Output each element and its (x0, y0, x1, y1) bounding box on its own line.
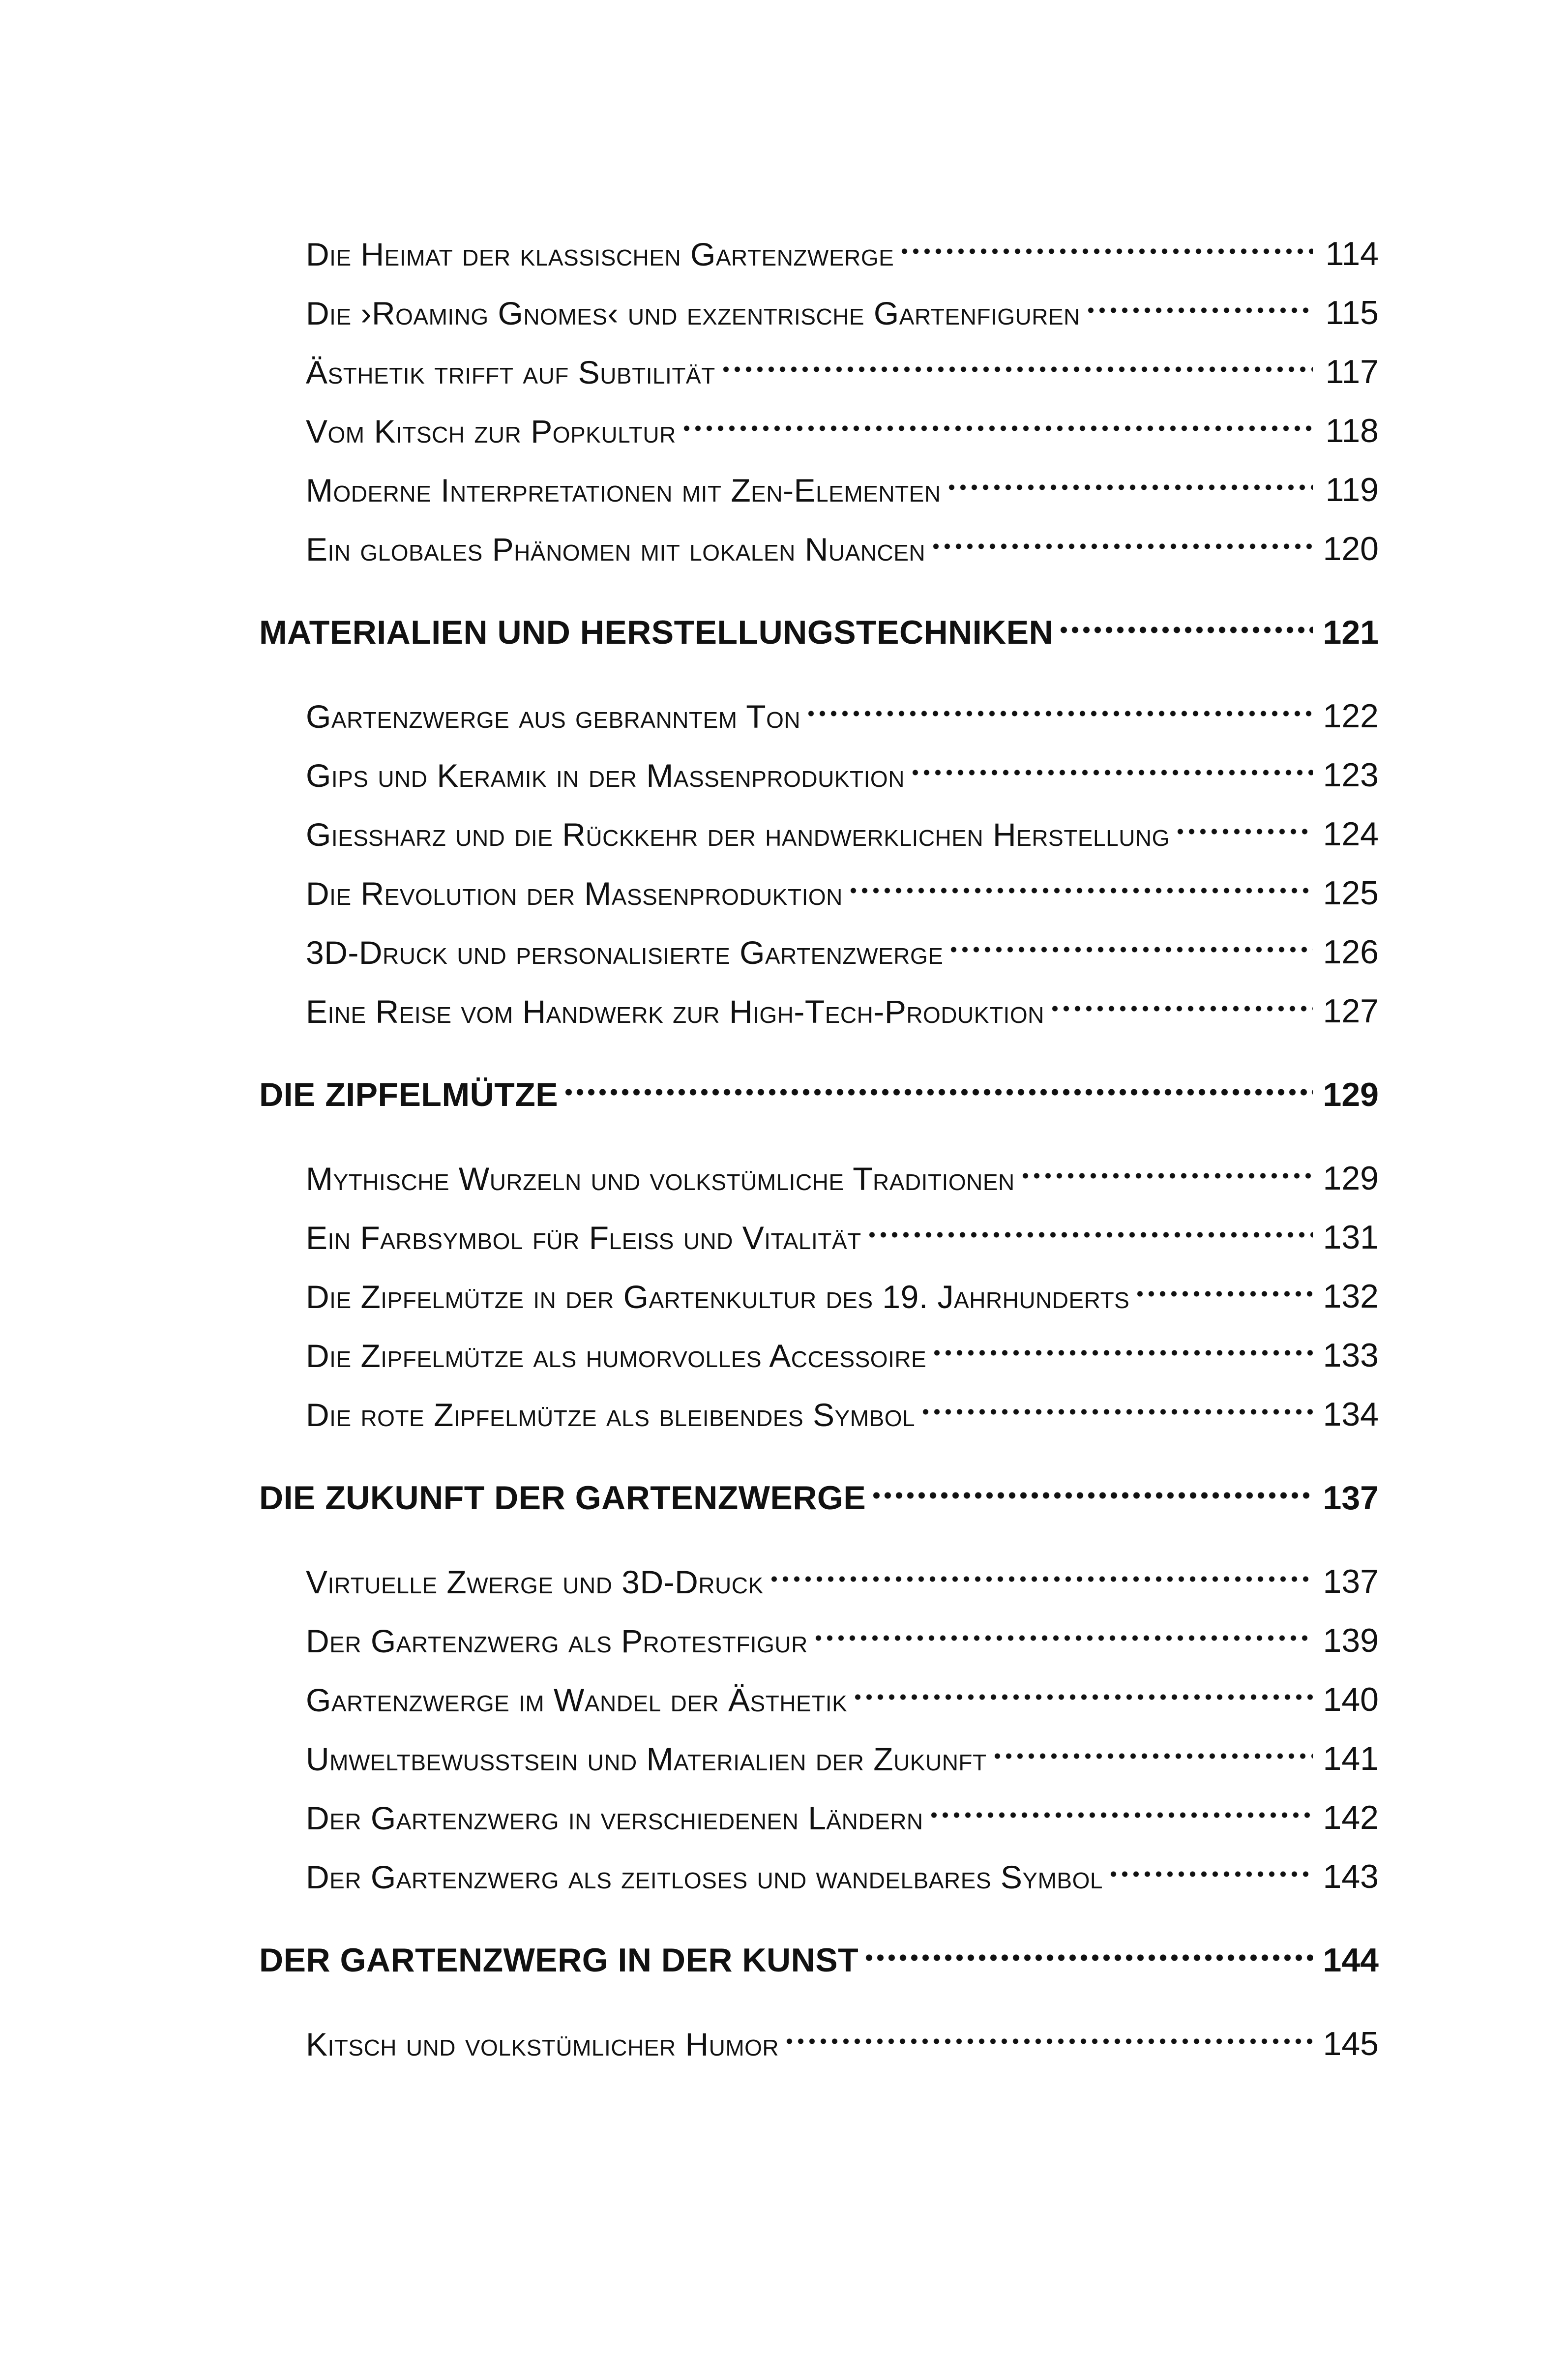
dot-leader (928, 1800, 1313, 1830)
toc-entry-title: Die Revolution der Massenproduktion (306, 875, 843, 912)
dot-leader (992, 1741, 1313, 1771)
toc-page-number: 117 (1325, 353, 1379, 390)
toc-entry[interactable] (0, 1202, 1568, 1256)
dot-leader (769, 1564, 1313, 1594)
toc-entry[interactable] (0, 1379, 1568, 1433)
toc-entry-title: Vom Kitsch zur Popkultur (306, 413, 676, 449)
dot-leader (863, 1943, 1313, 1972)
toc-chapter-title: DIE ZIPFELMÜTZE (259, 1076, 559, 1113)
toc-page-number: 139 (1323, 1622, 1379, 1659)
toc-page-number: 125 (1323, 874, 1379, 912)
dot-leader (805, 699, 1313, 728)
toc-entry[interactable] (0, 976, 1568, 1030)
dot-leader (948, 935, 1313, 964)
toc-entry[interactable] (0, 1606, 1568, 1660)
toc-entry[interactable] (0, 858, 1568, 912)
toc-page-number: 115 (1325, 294, 1379, 331)
dot-leader (1175, 817, 1313, 846)
dot-leader (1108, 1859, 1313, 1889)
toc-page-number: 129 (1323, 1076, 1379, 1113)
toc-page-number: 140 (1323, 1681, 1379, 1718)
toc-page-number: 142 (1323, 1799, 1379, 1836)
toc-chapter-title: DER GARTENZWERG IN DER KUNST (259, 1941, 859, 1979)
toc-entry-title: Die Heimat der klassischen Gartenzwerge (306, 236, 894, 272)
dot-leader (920, 1397, 1313, 1427)
toc-entry[interactable] (0, 681, 1568, 735)
toc-entry-title: Eine Reise vom Handwerk zur High-Tech-Produktion (306, 993, 1044, 1030)
toc-entry-title: 3D-Druck und personalisierte Gartenzwerge (306, 934, 944, 971)
toc-chapter-title: MATERIALIEN UND HERSTELLUNGSTECHNIKEN (259, 614, 1054, 651)
toc-entry-title: Gießharz und die Rückkehr der handwerklichen Herstellung (306, 816, 1170, 853)
dot-leader (784, 2027, 1313, 2056)
toc-page-number: 120 (1323, 530, 1379, 567)
dot-leader (910, 758, 1313, 787)
toc-entry-title: Gartenzwerge aus gebranntem Ton (306, 698, 801, 735)
dot-leader (720, 355, 1313, 384)
toc-page-number: 129 (1323, 1160, 1379, 1197)
toc-page-number: 124 (1323, 815, 1379, 853)
toc-entry[interactable] (0, 219, 1568, 273)
dot-leader (1085, 296, 1313, 325)
toc-entry-title: Virtuelle Zwerge und 3D-Druck (306, 1564, 764, 1600)
toc-entry-title: Ein Farbsymbol für Fleiß und Vitalität (306, 1220, 861, 1256)
toc-entry[interactable] (0, 2009, 1568, 2063)
toc-entry-title: Der Gartenzwerg in verschiedenen Ländern (306, 1800, 923, 1836)
toc-entry[interactable] (0, 740, 1568, 794)
toc-entry[interactable] (0, 1842, 1568, 1896)
toc-page-number: 123 (1323, 756, 1379, 794)
toc-page-number: 144 (1323, 1941, 1379, 1979)
toc-entry[interactable] (0, 278, 1568, 332)
toc-entry-title: Die ›Roaming Gnomes‹ und exzentrische Gartenfiguren (306, 295, 1080, 331)
toc-entry[interactable] (0, 1783, 1568, 1837)
toc-entry-title: Die rote Zipfelmütze als bleibendes Symbol (306, 1397, 916, 1433)
toc-page-number: 132 (1323, 1278, 1379, 1315)
toc-page-number: 127 (1323, 992, 1379, 1030)
toc-page-number: 134 (1323, 1396, 1379, 1433)
toc-page-number: 118 (1325, 412, 1379, 449)
toc-entry[interactable] (0, 514, 1568, 568)
toc-entry[interactable] (0, 1143, 1568, 1197)
toc-entry[interactable] (0, 337, 1568, 391)
toc-entry-title: Mythische Wurzeln und volkstümliche Traditionen (306, 1161, 1015, 1197)
toc-chapter[interactable] (0, 1060, 1568, 1114)
toc-chapter[interactable] (0, 597, 1568, 652)
toc-entry-title: Ästhetik trifft auf Subtilität (306, 354, 715, 390)
toc-page-number: 126 (1323, 933, 1379, 971)
toc-page-number: 137 (1323, 1563, 1379, 1600)
toc-entry-title: Gartenzwerge im Wandel der Ästhetik (306, 1682, 848, 1718)
toc-chapter[interactable] (0, 1925, 1568, 1979)
toc-entry-title: Moderne Interpretationen mit Zen-Elementen (306, 472, 941, 508)
dot-leader (813, 1623, 1313, 1653)
toc-chapter[interactable] (0, 1463, 1568, 1517)
toc-page-number: 133 (1323, 1337, 1379, 1374)
toc-page-number: 121 (1323, 614, 1379, 651)
toc-page-number: 119 (1325, 471, 1379, 508)
toc-entry-title: Die Zipfelmütze in der Gartenkultur des 19. Jahrhunderts (306, 1279, 1130, 1315)
dot-leader (931, 1338, 1313, 1368)
toc-entry-title: Der Gartenzwerg als zeitloses und wandelbares Symbol (306, 1859, 1103, 1895)
dot-leader (563, 1077, 1313, 1107)
dot-leader (866, 1220, 1313, 1250)
dot-leader (1134, 1279, 1313, 1309)
toc-entry[interactable] (0, 455, 1568, 509)
dot-leader (1049, 994, 1313, 1023)
dot-leader (848, 876, 1313, 905)
dot-leader (871, 1481, 1313, 1510)
dot-leader (930, 532, 1313, 561)
dot-leader (852, 1682, 1313, 1712)
dot-leader (899, 237, 1313, 266)
toc-page-number: 145 (1323, 2025, 1379, 2062)
toc-page-number: 131 (1323, 1219, 1379, 1256)
toc-entry[interactable] (0, 1547, 1568, 1601)
toc-entry[interactable] (0, 396, 1568, 450)
toc-page-number: 122 (1323, 697, 1379, 735)
dot-leader (1020, 1161, 1313, 1191)
toc-entry[interactable] (0, 1724, 1568, 1778)
toc-page-number: 141 (1323, 1740, 1379, 1777)
dot-leader (1058, 615, 1313, 645)
toc-page-number: 137 (1323, 1479, 1379, 1517)
dot-leader (681, 414, 1313, 443)
toc-chapter-title: DIE ZUKUNFT DER GARTENZWERGE (259, 1479, 866, 1517)
toc-entry-title: Ein globales Phänomen mit lokalen Nuancen (306, 531, 926, 567)
toc-entry-title: Der Gartenzwerg als Protestfigur (306, 1623, 808, 1659)
toc-entry[interactable] (0, 1320, 1568, 1374)
toc-entry[interactable] (0, 1665, 1568, 1719)
toc-entry[interactable] (0, 917, 1568, 971)
toc-entry[interactable] (0, 799, 1568, 853)
toc-entry[interactable] (0, 1261, 1568, 1315)
dot-leader (946, 473, 1313, 502)
toc-entry-title: Umweltbewusstsein und Materialien der Zukunft (306, 1741, 987, 1777)
toc-page-number: 143 (1323, 1858, 1379, 1895)
toc-page-number: 114 (1325, 235, 1379, 272)
toc-entry-title: Die Zipfelmütze als humorvolles Accessoire (306, 1338, 927, 1374)
toc-entry-title: Gips und Keramik in der Massenproduktion (306, 757, 905, 794)
toc-entry-title: Kitsch und volkstümlicher Humor (306, 2026, 779, 2062)
